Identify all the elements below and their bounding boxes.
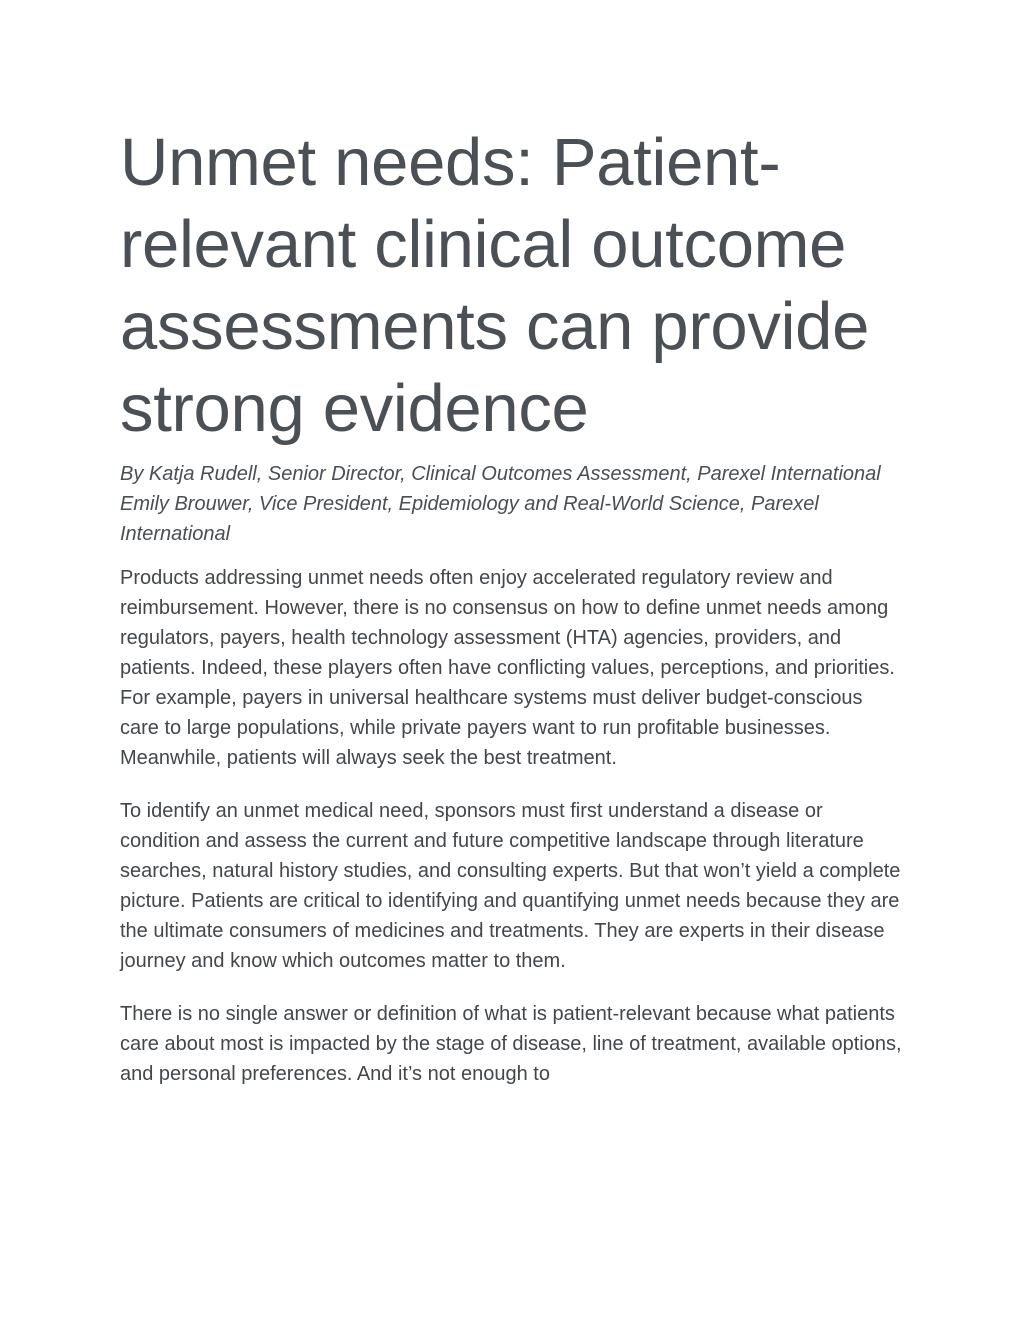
body-paragraph-3: There is no single answer or definition of what is patient-relevant because what patients care about most is impacted by the stage of disease, line of treatment, available options, and personal preferences. And it’s not enough to <box>120 1003 902 1085</box>
body-paragraph-2: To identify an unmet medical need, sponsors must first understand a disease or condition and assess the current and future competitive landscape through literature searches, natural history studies, and consulting experts. But that won’t yield a complete picture. Patients are critical to identifying and quantifying unmet needs because they are the ultimate consumers of medicines and treatments. They are experts in their disease journey and know which outcomes matter to them. <box>120 800 901 972</box>
byline-author-1: By Katja Rudell, Senior Director, Clinical Outcomes Assessment, Parexel International <box>120 463 881 485</box>
article-title: Unmet needs: Patient-relevant clinical outcome assessments can provide strong evidence <box>120 125 870 446</box>
byline <box>120 459 905 549</box>
byline-author-2: Emily Brouwer, Vice President, Epidemiology and Real-World Science, Parexel International <box>120 493 819 545</box>
body-paragraph-1: Products addressing unmet needs often enjoy accelerated regulatory review and reimbursement. However, there is no consensus on how to define unmet needs among regulators, payers, health technology assessment (HTA) agencies, providers, and patients. Indeed, these players often have conflicting values, perceptions, and priorities. For example, payers in universal healthcare systems must deliver budget-conscious care to large populations, while private payers want to run profitable businesses. Meanwhile, patients will always seek the best treatment. <box>120 567 895 769</box>
document-page <box>120 122 905 1089</box>
